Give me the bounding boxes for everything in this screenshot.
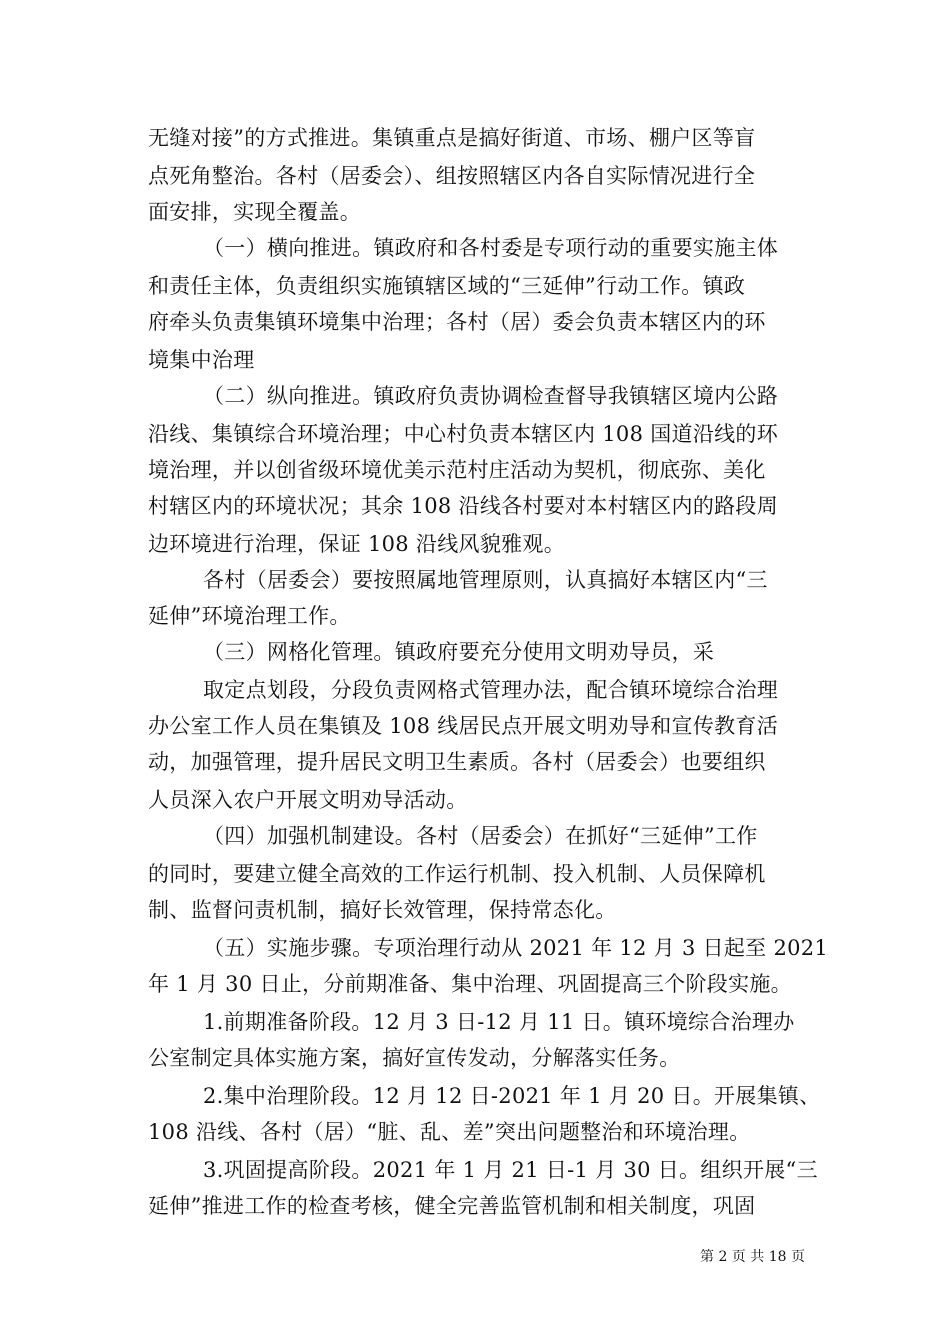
text-line: （四）加强机制建设。各村（居委会）在抓好“三延伸”工作: [203, 824, 758, 848]
text-line: 动，加强管理，提升居民文明卫生素质。各村（居委会）也要组织: [148, 750, 766, 774]
text-line: 延伸”环境治理工作。: [148, 604, 351, 628]
text-line: （五）实施步骤。专项治理行动从 2021 年 12 月 3 日起至 2021: [203, 936, 829, 960]
text-line: 境治理，并以创省级环境优美示范村庄活动为契机，彻底弥、美化: [148, 458, 766, 482]
text-line: 府牵头负责集镇环境集中治理；各村（居）委会负责本辖区内的环: [148, 310, 766, 334]
text-line: 的同时，要建立健全高效的工作运行机制、投入机制、人员保障机: [148, 862, 766, 886]
text-line: 公室制定具体实施方案，搞好宣传发动，分解落实任务。: [148, 1046, 681, 1070]
text-line: 人员深入农户开展文明劝导活动。: [148, 788, 468, 812]
text-line: 年 1 月 30 日止，分前期准备、集中治理、巩固提高三个阶段实施。: [148, 972, 792, 996]
text-line: 办公室工作人员在集镇及 108 线居民点开展文明劝导和宣传教育活: [148, 714, 779, 738]
text-line: 2.集中治理阶段。12 月 12 日-2021 年 1 月 20 日。开展集镇、: [203, 1084, 821, 1108]
text-line: 面安排，实现全覆盖。: [148, 200, 361, 224]
text-line: 1.前期准备阶段。12 月 3 日-12 月 11 日。镇环境综合治理办: [203, 1010, 795, 1034]
text-line: 境集中治理: [148, 348, 255, 372]
text-line: 取定点划段，分段负责网格式管理办法，配合镇环境综合治理: [203, 678, 779, 702]
text-line: 制、监督问责机制，搞好长效管理，保持常态化。: [148, 898, 617, 922]
text-line: 和责任主体，负责组织实施镇辖区域的“三延伸”行动工作。镇政: [148, 274, 746, 298]
text-line: 各村（居委会）要按照属地管理原则，认真搞好本辖区内“三: [203, 568, 768, 592]
text-line: 3.巩固提高阶段。2021 年 1 月 21 日-1 月 30 日。组织开展“三: [203, 1158, 818, 1182]
text-line: 沿线、集镇综合环境治理；中心村负责本辖区内 108 国道沿线的环: [148, 422, 779, 446]
text-line: 无缝对接”的方式推进。集镇重点是搞好街道、市场、棚户区等盲: [148, 126, 756, 150]
text-line: （一）横向推进。镇政府和各村委是专项行动的重要实施主体: [203, 236, 779, 260]
page-number: 第 2 页 共 18 页: [700, 1249, 805, 1265]
text-line: 点死角整治。各村（居委会）、组按照辖区内各自实际情况进行全: [148, 164, 756, 188]
text-line: 村辖区内的环境状况；其余 108 沿线各村要对本村辖区内的路段周: [148, 494, 779, 518]
text-line: （二）纵向推进。镇政府负责协调检查督导我镇辖区境内公路: [203, 384, 779, 408]
text-line: 边环境进行治理，保证 108 沿线风貌雅观。: [148, 532, 566, 556]
text-line: 108 沿线、各村（居）“脏、乱、差”突出问题整治和环境治理。: [148, 1120, 751, 1144]
text-line: （三）网格化管理。镇政府要充分使用文明劝导员，采: [203, 640, 715, 664]
text-line: 延伸”推进工作的检查考核，健全完善监管机制和相关制度，巩固: [148, 1194, 756, 1218]
